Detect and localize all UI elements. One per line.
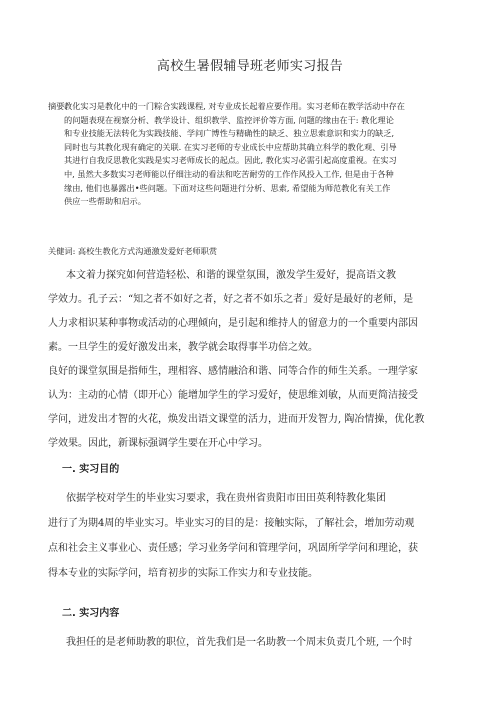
paragraph-line: 认为：主动的心情（即开心）能增加学生的学习爱好，使思维刘敏，从而更简洁接受 bbox=[48, 390, 418, 401]
abstract-line: 和专业技能无法转化为实践技能、学问广博性与精确性的缺乏、独立思索意识和实力的缺乏, bbox=[64, 128, 395, 139]
abstract-line: 缘由, 他们也暴露出•些问题。下面对这些问题进行分析、思索, 希望能为师范教化有关工作 bbox=[64, 182, 391, 193]
paragraph-line: 进行了为期4周的毕业实习。毕业实习的目的是：接触实际，了解社会，增加劳动观 bbox=[48, 518, 415, 529]
paragraph-line: 素。一旦学生的爱好激发出来，教学就会取得事半功倍之效。 bbox=[48, 342, 318, 353]
abstract-line: 教化实习是教化中的一门粽合实践课程, 对专业成长起着应要作用。实习老师在教学活动中存在 bbox=[64, 101, 405, 111]
paragraph-line: 我担任的是老师助教的职位，首先我们是一名助教一个周末负责几个班, 一个时 bbox=[66, 637, 413, 648]
section-heading-purpose: 一. 实习目的 bbox=[62, 464, 120, 475]
keywords-line: 关健词: 高校生教化方式沟通激发爱好老师职赏 bbox=[48, 246, 218, 256]
section-heading-content: 二. 实习内容 bbox=[62, 608, 120, 619]
abstract-line: 中, 虽然大多数实习老师能以仔细注动的看法和吃苦耐劳的工作作风投入工作, 但是由于各种 bbox=[64, 169, 394, 179]
paragraph-line: 本文着力探究如何营造轻松、和谐的课堂氛围，激发学生爱好，提高语文教 bbox=[66, 270, 396, 281]
paragraph-line: 得本专业的实际学问，培育初步的实际工作实力和专业技能。 bbox=[48, 568, 318, 579]
abstract-label: 摘要: bbox=[48, 101, 68, 111]
abstract-line: 同时也与其教化现有确定的关联. 在实习老师的专业成长中应帮助其确立科学的教化观、引导 bbox=[64, 141, 397, 152]
paragraph-line: 点和社会主义事业心、责任感；学习业务学问和管理学问，巩固所学学问和理论，获 bbox=[48, 543, 418, 554]
paragraph-line: 依据学校对学生的毕业实习要求，我在贵州省贵阳市田田英利特教化集团 bbox=[66, 493, 386, 504]
abstract-line: 其进行自我反思教化实践是实习老师成长的起点。因此, 教化实习必需引起高度重视。在实习 bbox=[64, 155, 397, 166]
paragraph-line: 学效力。孔子云：“知之者不如好之者，好之者不如乐之者」爱好是最好的老师，是 bbox=[48, 294, 414, 305]
paragraph-line: 人力求相识某种事物或活动的心理倾向，是引起和维持人的留意力的一个重要内部因 bbox=[48, 318, 418, 329]
paragraph-line: 学问，迸发出才智的火花，焕发出语文课堂的活力，进而开发智力, 陶冶情操，优化教 bbox=[48, 414, 425, 425]
paragraph-line: 学效果。因此，新课标强调学生要在开心中学习。 bbox=[48, 438, 268, 449]
document-title: 高校生暑假辅导班老师实习报告 bbox=[156, 59, 344, 74]
abstract-line: 供应一些帮助和启示。 bbox=[64, 196, 146, 207]
abstract-line: 的问题表现在视察分析、教学设计、组织教学、监控评价等方面, 问题的缘由在于: 教化理论 bbox=[64, 114, 394, 125]
paragraph-line: 良好的课堂氛围是指师生，理相容、感情融洽和谐、同等合作的师生关系。一理学家 bbox=[48, 366, 418, 377]
